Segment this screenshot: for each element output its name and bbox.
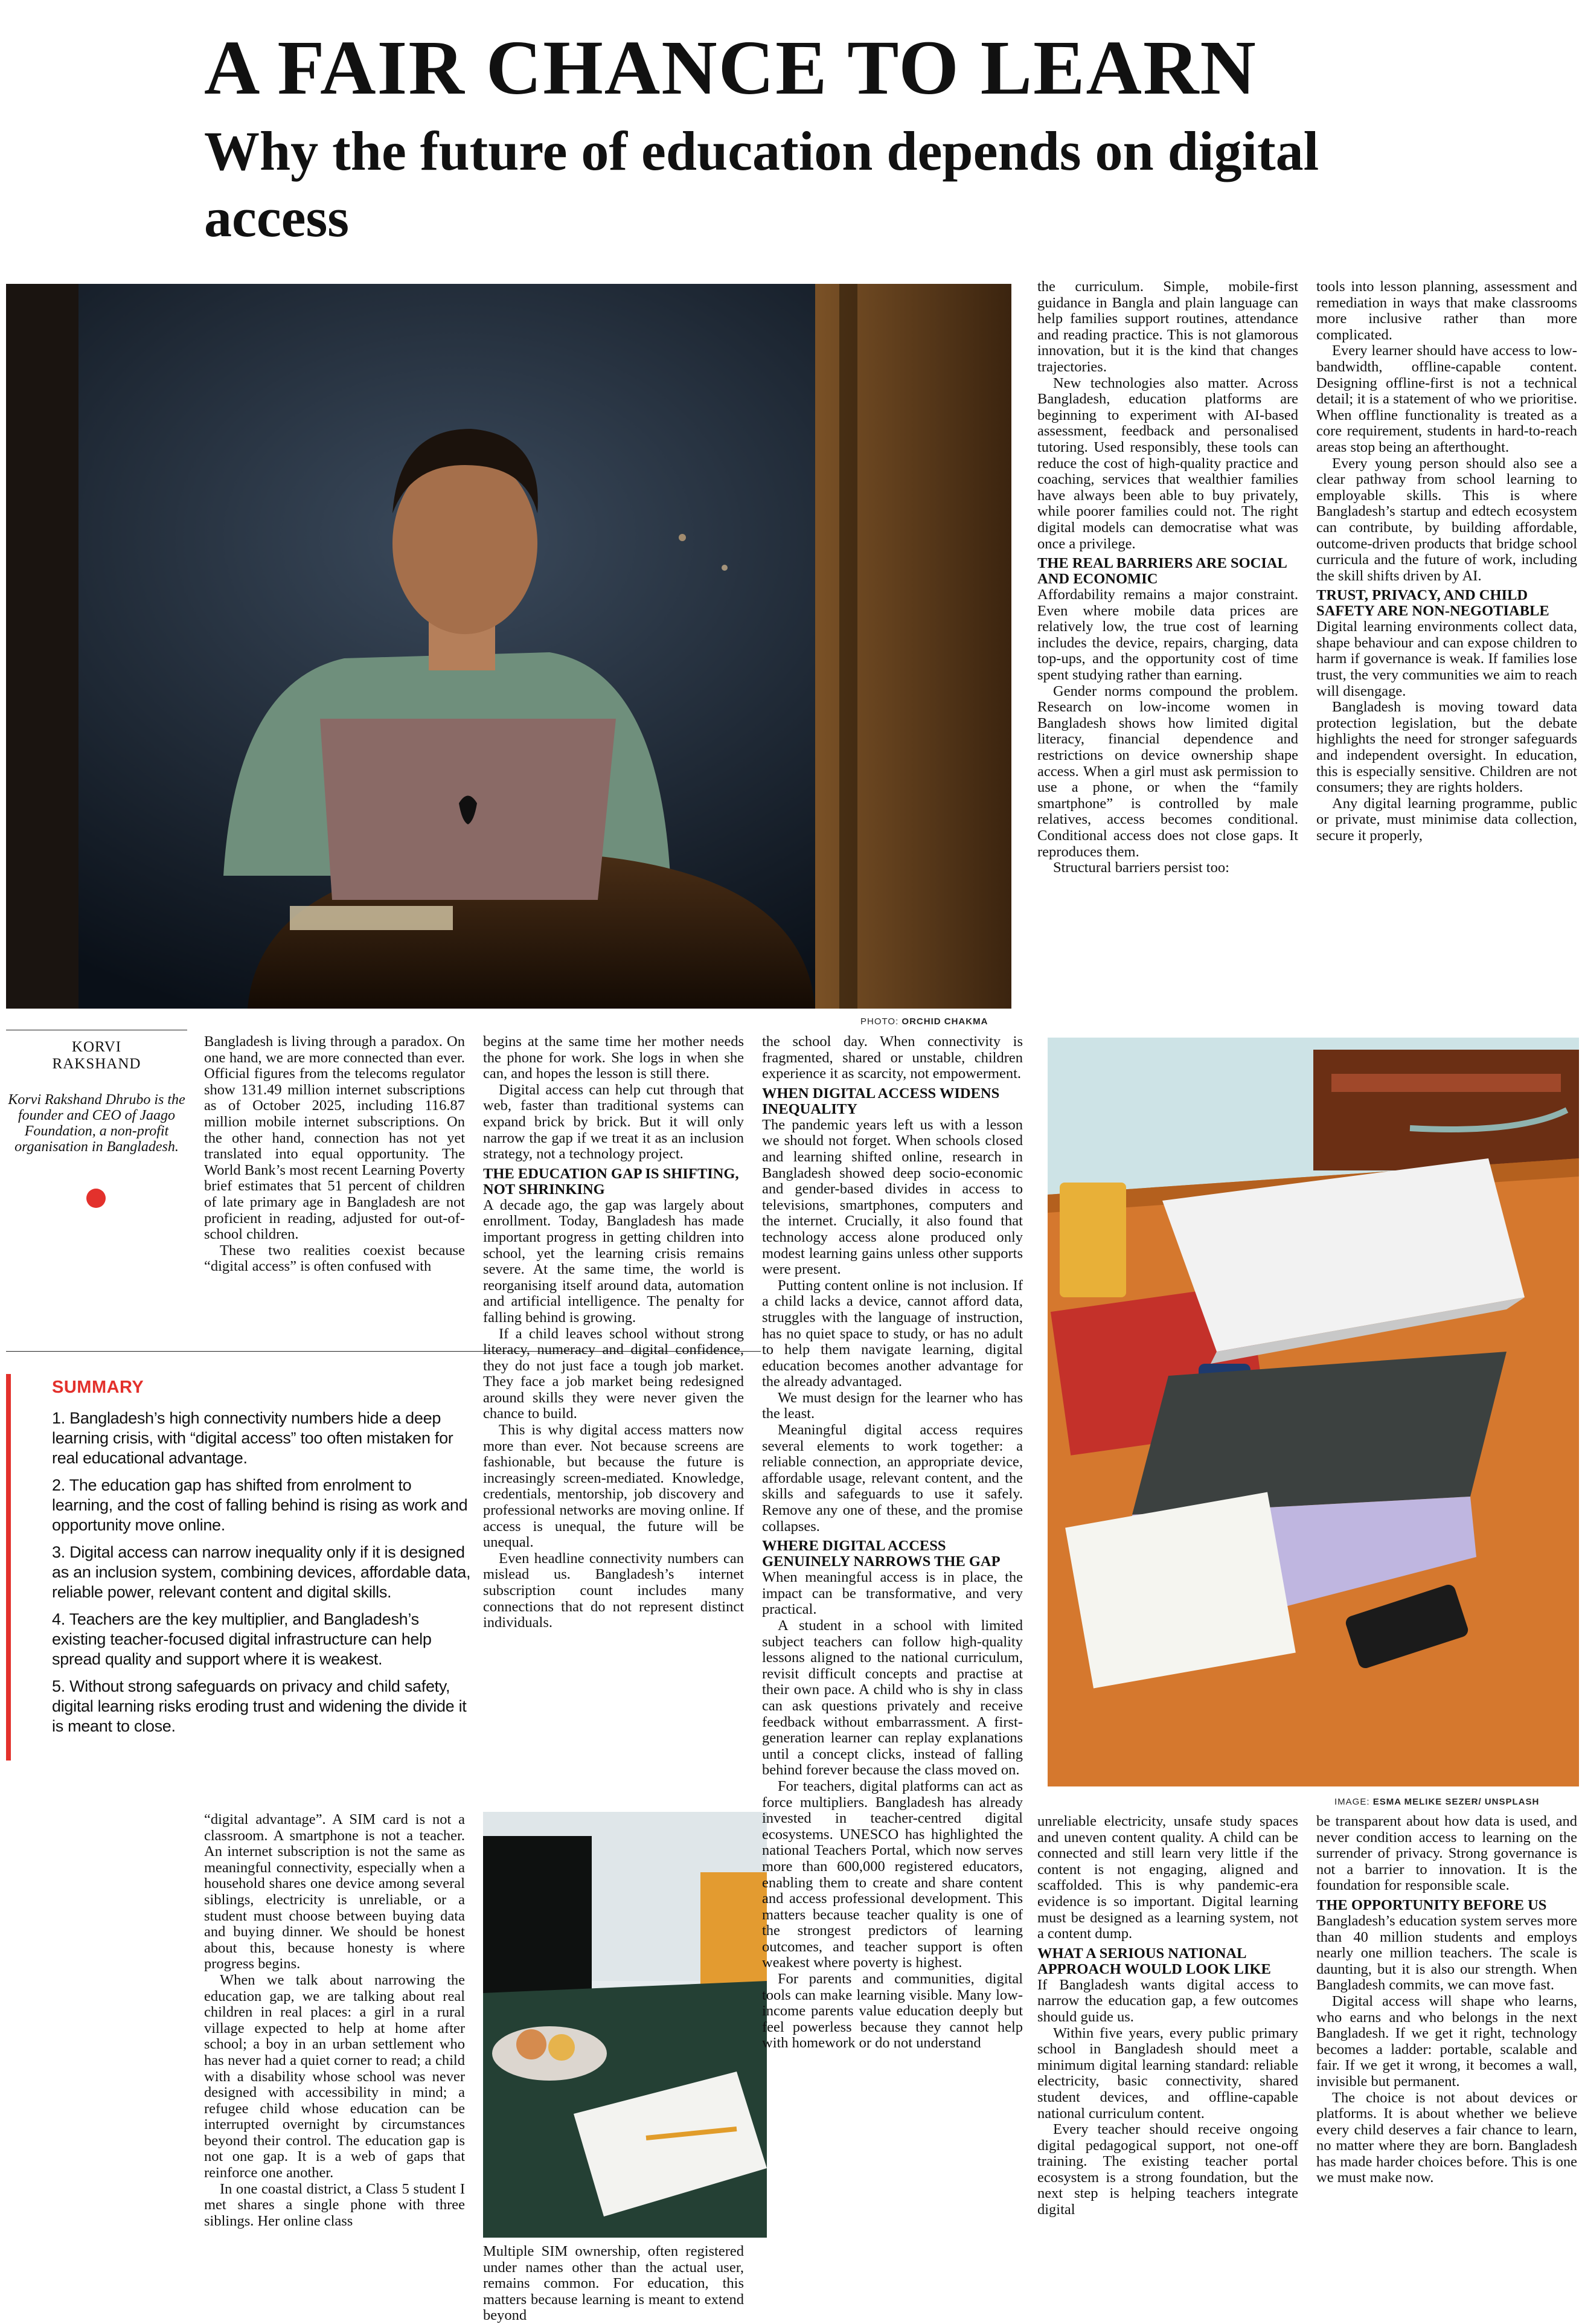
summary-item: 3. Digital access can narrow inequality only if it is designed as an inclusion system, combining devices, affordable data, reliable power, relevant content and digital skills. bbox=[52, 1543, 471, 1601]
paragraph: Bangladesh is living through a paradox. On one hand, we are more connected than ever. Official figures from the telecoms regulator show 131.49 million internet subscriptions as of October 2025, including 116.87 million mobile internet subscriptions. On the other hand, connection has not yet translated into equal opportunity. The World Bank’s most recent Learning Poverty brief estimates that 51 percent of children of late primary age in Bangladesh are not proficient in reading, adjusted for out-of-school children. bbox=[204, 1033, 465, 1243]
paragraph: Every young person should also see a clear pathway from school learning to employable skills. This is where Bangladesh’s startup and edtech ecosystem can contribute, by building affordable, outcome-driven products that bridge school curricula and the future of work, including the skill shifts driven by AI. bbox=[1316, 455, 1577, 584]
paragraph: Within five years, every public primary school in Bangladesh should meet a minimum digital learning standard: reliable electricity, basic connectivity, shared student devices, and offline-capable national curriculum content. bbox=[1037, 2024, 1298, 2122]
paragraph: “digital advantage”. A SIM card is not a classroom. A smartphone is not a teacher. An internet subscription is not the same as meaningful connectivity, especially when a household shares one device among several siblings, electricity is unreliable, or a student must choose between buying data and buying dinner. We should be honest about this, because honesty is where progress begins. bbox=[204, 1811, 465, 1973]
article-column-4 bbox=[1037, 279, 1298, 1010]
paragraph: Affordability remains a major constraint. Even where mobile data prices are relatively low, the true cost of learning includes the device, repairs, charging, data top-ups, and the opportunity cost of time spent studying rather than earning. bbox=[1037, 586, 1298, 684]
article-column-6 bbox=[204, 1812, 465, 2302]
author-name-line1: KORVI bbox=[71, 1039, 122, 1055]
paragraph: tools into lesson planning, assessment and remediation in ways that make classrooms more inclusive rather than more complicated. bbox=[1316, 278, 1577, 343]
author-name-line2: RAKSHAND bbox=[52, 1056, 141, 1072]
paragraph: Bangladesh’s education system serves more than 40 million students and employs nearly one million teachers. The scale is daunting, but it is also our strength. When Bangladesh commits, we can move fast. bbox=[1316, 1912, 1577, 1994]
paragraph: Putting content online is not inclusion. If a child lacks a device, cannot afford data, struggles with the language of instruction, has no quiet space to study, or has no adult to help them navigate learning, digital education becomes another advantage for the already advantaged. bbox=[762, 1277, 1023, 1390]
section-heading: WHEN DIGITAL ACCESS WIDENS INEQUALITY bbox=[762, 1085, 1000, 1117]
paragraph: unreliable electricity, unsafe study spaces and uneven content quality. A child can be connected and still learn very little if the content is not engaging, aligned and scaffolded. This is why pandemic-era evidence is so important. Digital learning must be designed as a learning system, not a content dump. bbox=[1037, 1813, 1298, 1942]
paragraph: The pandemic years left us with a lesson we should not forget. When schools closed and learning shifted online, research in Bangladesh showed deep socio-economic and gender-based divides in access to televisions, smartphones, computers and the internet. Crucially, it also found that technology access alone produced only modest learning gains unless other supports were present. bbox=[762, 1116, 1023, 1278]
paragraph: This is why digital access matters now more than ever. Not because screens are fashionable, but because the future is increasingly screen-mediated. Knowledge, credentials, mentorship, job discovery and professional networks are moving online. If access is unequal, the future will be unequal. bbox=[483, 1422, 744, 1551]
paragraph: For teachers, digital platforms can act as force multipliers. Bangladesh has already invested in teacher-centred digital ecosystems. UNESCO has highlighted the national Teachers Portal, which now serves more than 600,000 registered educators, enabling them to create and share content and access professional development. This matters because teacher quality is one of the strongest predictors of learning outcomes, and teacher support is often weakest where poverty is highest. bbox=[762, 1777, 1023, 1971]
photo-man-laptop bbox=[6, 284, 1011, 1009]
photo-man-laptop-illustration bbox=[6, 284, 1011, 1009]
paragraph: Even headline connectivity numbers can mislead us. Bangladesh’s internet subscription count includes many connections that do not represent distinct individuals. bbox=[483, 1550, 744, 1631]
paragraph: Digital learning environments collect data, shape behaviour and can expose children to harm if governance is weak. If families lose trust, the very communities we aim to reach will disengage. bbox=[1316, 618, 1577, 699]
red-dot-marker bbox=[86, 1189, 106, 1208]
paragraph: If a child leaves school without strong literacy, numeracy and digital confidence, they do not just face a tough job market. They face a job market being redesigned around skills they were never given the chance to build. bbox=[483, 1325, 744, 1422]
section-heading: THE REAL BARRIERS ARE SOCIAL AND ECONOMIC bbox=[1037, 555, 1287, 588]
author-name bbox=[6, 1039, 187, 1073]
paragraph: In one coastal district, a Class 5 student I met shares a single phone with three siblings. Her online class bbox=[204, 2180, 465, 2229]
summary-item: 2. The education gap has shifted from enrolment to learning, and the cost of falling behind is rising as work and opportunity move online. bbox=[52, 1476, 468, 1534]
illustration-study-desk bbox=[1048, 1038, 1579, 1786]
paragraph: begins at the same time her mother needs the phone for work. She logs in when she can, and hopes the lesson is still there. bbox=[483, 1033, 744, 1082]
illustration-study-desk-art bbox=[1048, 1038, 1579, 1786]
photo-credit-2 bbox=[1334, 1797, 1539, 1807]
paragraph: A student in a school with limited subject teachers can follow high-quality lessons aligned to the national curriculum, revisit difficult concepts and practise at their own pace. A child who is shy in class can ask questions privately and receive feedback without embarrassment. A first-generation learner can replay explanations until a concept clicks, instead of falling behind forever because the class moved on. bbox=[762, 1617, 1023, 1779]
article-column-5 bbox=[1316, 279, 1577, 1010]
illustration-desk-food-art bbox=[483, 1812, 767, 2238]
section-heading: THE OPPORTUNITY BEFORE US bbox=[1316, 1896, 1547, 1913]
paragraph: Any digital learning programme, public or private, must minimise data collection, secure it properly, bbox=[1316, 795, 1577, 844]
summary-item: 1. Bangladesh’s high connectivity numbers hide a deep learning crisis, with “digital access” too often mistaken for real educational advantage. bbox=[52, 1409, 453, 1467]
headline: A FAIR CHANCE TO LEARN bbox=[204, 25, 1257, 111]
paragraph: the curriculum. Simple, mobile-first guidance in Bangla and plain language can help families support routines, attendance and reading practice. This is not glamorous innovation, but it is the kind that changes trajectories. bbox=[1037, 278, 1298, 375]
summary-title: SUMMARY bbox=[52, 1378, 144, 1397]
photo-credit-1-label: PHOTO: bbox=[860, 1016, 899, 1027]
paragraph: A decade ago, the gap was largely about enrollment. Today, Bangladesh has made important progress in getting children into school, yet the learning crisis remains severe. At the same time, the world is reorganising itself around data, automation and artificial intelligence. The penalty for falling behind is growing. bbox=[483, 1196, 744, 1326]
paragraph: Multiple SIM ownership, often registered under names other than the actual user, remains common. For education, this matters because learning is meant to extend beyond bbox=[483, 2243, 744, 2324]
paragraph: The choice is not about devices or platforms. It is about whether we believe every child deserves a fair chance to learn, no matter where they are born. Bangladesh has made harder choices before. This is one we must make now. bbox=[1316, 2089, 1577, 2186]
article-column-3 bbox=[762, 1034, 1023, 2302]
subheadline: Why the future of education depends on digital access bbox=[204, 120, 1319, 248]
section-heading: TRUST, PRIVACY, AND CHILD SAFETY ARE NON-NEGOTIABLE bbox=[1316, 587, 1549, 620]
paragraph: Meaningful digital access requires several elements to work together: a reliable connection, an appropriate device, affordable usage, relevant content, and the skills and safeguards to use it safely. Remove any one of these, and the promise collapses. bbox=[762, 1422, 1023, 1535]
paragraph: When meaningful access is in place, the impact can be transformative, and very practical. bbox=[762, 1569, 1023, 1618]
photo-credit-2-label: IMAGE: bbox=[1334, 1797, 1370, 1807]
article-column-1 bbox=[204, 1034, 465, 1347]
paragraph: Bangladesh is moving toward data protection legislation, but the debate highlights the need for stronger safeguards and independent oversight. In education, this is especially sensitive. Children are not consumers; they are rights holders. bbox=[1316, 699, 1577, 796]
illustration-desk-food bbox=[483, 1812, 767, 2238]
article-column-9 bbox=[1316, 1814, 1577, 2303]
paragraph: Every teacher should receive ongoing digital pedagogical support, not one-off training. The existing teacher portal ecosystem is a strong foundation, but the next step is helping teachers integrate digital bbox=[1037, 2121, 1298, 2218]
paragraph: If Bangladesh wants digital access to narrow the education gap, a few outcomes should guide us. bbox=[1037, 1976, 1298, 2025]
paragraph: Digital access can help cut through that web, faster than traditional systems can expand brick by brick. But it will only narrow the gap if we treat it as an inclusion strategy, not a technology project. bbox=[483, 1081, 744, 1163]
article-column-8 bbox=[1037, 1814, 1298, 2303]
paragraph: We must design for the learner who has the least. bbox=[762, 1389, 1023, 1422]
paragraph: Gender norms compound the problem. Research on low-income women in Bangladesh shows how limited digital literacy, financial dependence and restrictions on device ownership shape access. When a girl must ask permission to use a phone, or when the “family smartphone” is controlled by male relatives, access becomes conditional. Conditional access does not close gaps. It reproduces them. bbox=[1037, 682, 1298, 860]
section-heading: WHAT A SERIOUS NATIONAL APPROACH WOULD LOOK LIKE bbox=[1037, 1945, 1271, 1977]
summary-item: 4. Teachers are the key multiplier, and Bangladesh’s existing teacher-focused digital infrastructure can help spread quality and support where it is weakest. bbox=[52, 1610, 432, 1668]
summary-item: 5. Without strong safeguards on privacy and child safety, digital learning risks eroding trust and widening the divide it is meant to close. bbox=[52, 1677, 467, 1735]
paragraph: Every learner should have access to low-bandwidth, offline-capable content. Designing offline-first is not a technical detail; it is a statement of who we prioritise. When offline functionality is treated as a core requirement, students in hard-to-reach areas stop being an afterthought. bbox=[1316, 342, 1577, 455]
paragraph: These two realities coexist because “digital access” is often confused with bbox=[204, 1242, 465, 1275]
paragraph: Digital access will shape who learns, who earns and who belongs in the next Bangladesh. If we get it right, technology becomes a ladder: portable, scalable and fair. If we get it wrong, it becomes a wall, invisible but permanent. bbox=[1316, 1992, 1577, 2090]
paragraph: For parents and communities, digital tools can make learning visible. Many low-income parents value education deeply but feel powerless because they cannot help with homework or do not understand bbox=[762, 1971, 1023, 2052]
author-bio: Korvi Rakshand Dhrubo is the founder and CEO of Jaago Foundation, a non-profit organisation in Bangladesh. bbox=[8, 1092, 185, 1155]
photo-credit-1-name: ORCHID CHAKMA bbox=[901, 1016, 988, 1027]
photo-credit-1 bbox=[860, 1016, 988, 1027]
paragraph: When we talk about narrowing the education gap, we are talking about real children in real places: a girl in a rural village expected to help at home after school; a boy in an urban settlement who has never had a quiet corner to read; a child with a disability whose school was never designed with accessibility in mind; a refugee child whose education can be interrupted overnight by circumstances beyond their control. The education gap is not one gap. It is a web of gaps that reinforce one another. bbox=[204, 1971, 465, 2181]
section-heading: THE EDUCATION GAP IS SHIFTING, NOT SHRINKING bbox=[483, 1165, 739, 1198]
paragraph: Structural barriers persist too: bbox=[1053, 859, 1229, 876]
photo-credit-2-name: ESMA MELIKE SEZER/ UNSPLASH bbox=[1372, 1797, 1540, 1807]
article-column-2 bbox=[483, 1034, 744, 1795]
paragraph: the school day. When connectivity is fragmented, shared or unstable, children experience it as scarcity, not empowerment. bbox=[762, 1033, 1023, 1082]
section-heading: WHERE DIGITAL ACCESS GENUINELY NARROWS THE GAP bbox=[762, 1538, 1001, 1570]
paragraph: New technologies also matter. Across Bangladesh, education platforms are beginning to experiment with AI-based assessment, feedback and personalised tutoring. Used responsibly, these tools can reduce the cost of high-quality practice and coaching, services that wealthier families have always been able to buy privately, while poorer families could not. The right digital models can democratise what was once a privilege. bbox=[1037, 374, 1298, 552]
article-column-7 bbox=[483, 2243, 744, 2324]
paragraph: be transparent about how data is used, and never condition access to learning on the surrender of privacy. Strong governance is not a barrier to innovation. It is the foundation for responsible scale. bbox=[1316, 1813, 1577, 1894]
